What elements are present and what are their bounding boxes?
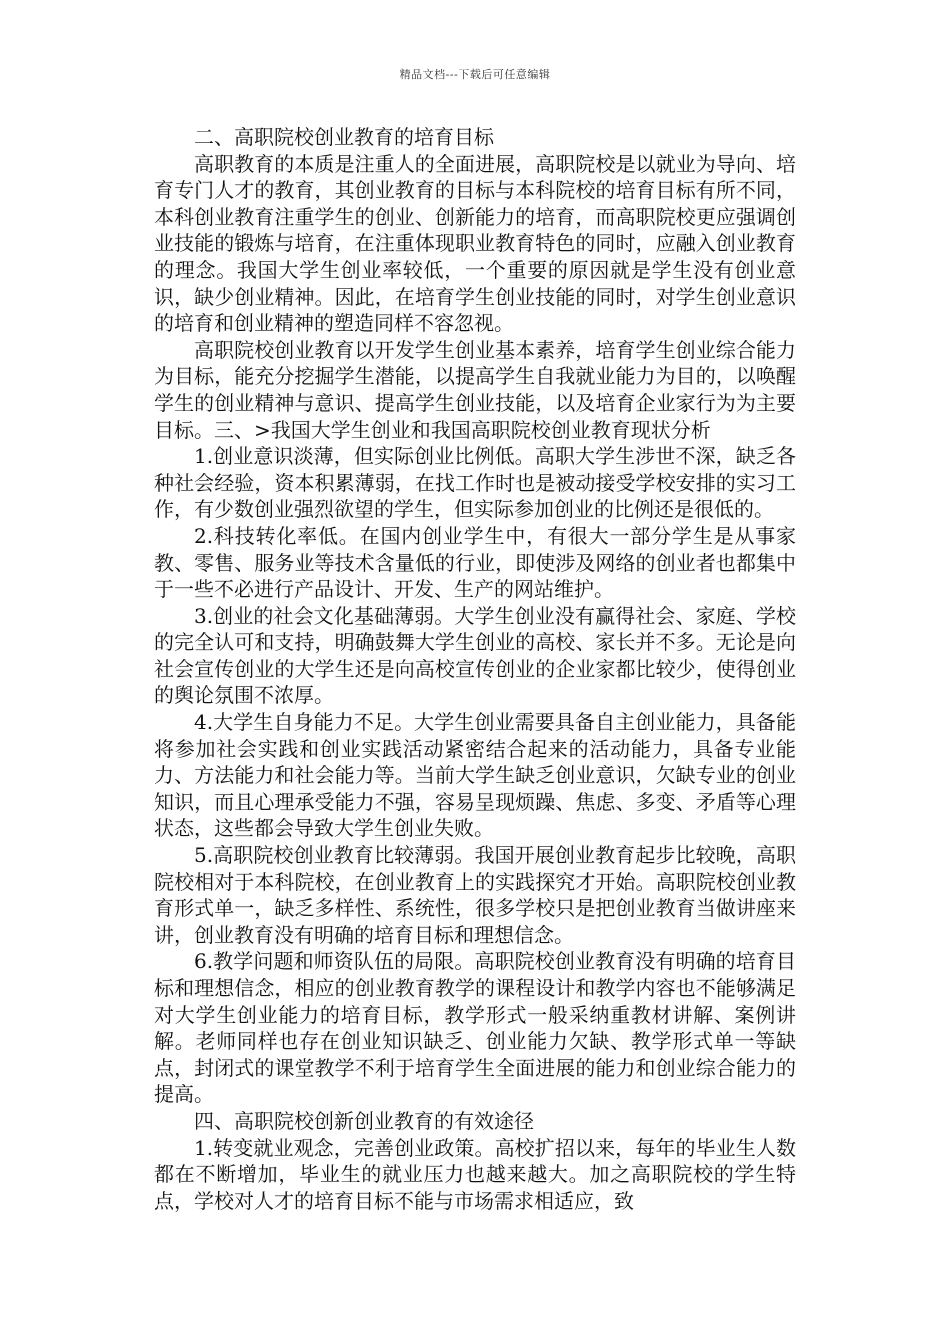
document-body: [154, 124, 796, 1214]
list-item-6: 6.教学问题和师资队伍的局限。高职院校创业教育没有明确的培育目标和理想信念，相应的创业教育教学的课程设计和教学内容也不能够满足对大学生创业能力的培育目标，教学形式一般采纳重教材讲解、案例讲解。老师同样也存在创业知识缺乏、创业能力欠缺、教学形式单一等缺点，封闭式的课堂教学不利于培育学生全面进展的能力和创业综合能力的提高。: [154, 949, 796, 1107]
list-item-4: 4.大学生自身能力不足。大学生创业需要具备自主创业能力，具备能将参加社会实践和创业实践活动紧密结合起来的活动能力，具备专业能力、方法能力和社会能力等。当前大学生缺乏创业意识，欠缺专业的创业知识，而且心理承受能力不强，容易呈现烦躁、焦虑、多变、矛盾等心理状态，这些都会导致大学生创业失败。: [154, 710, 796, 841]
list-item-1: 1.转变就业观念，完善创业政策。高校扩招以来，每年的毕业生人数都在不断增加，毕业生的就业压力也越来越大。加之高职院校的学生特点，学校对人才的培育目标不能与市场需求相适应，致: [154, 1135, 796, 1213]
list-item-2: 2.科技转化率低。在国内创业学生中，有很大一部分学生是从事家教、零售、服务业等技术含量低的行业，即使涉及网络的创业者也都集中于一些不必进行产品设计、开发、生产的网站维护。: [154, 523, 796, 602]
list-item-3: 3.创业的社会文化基础薄弱。大学生创业没有赢得社会、家庭、学校的完全认可和支持，明确鼓舞大学生创业的高校、家长并不多。无论是向社会宣传创业的大学生还是向高校宣传创业的企业家都比较少，使得创业的舆论氛围不浓厚。: [154, 603, 796, 708]
paragraph: 高职院校创业教育以开发学生创业基本素养，培育学生创业综合能力为目标，能充分挖掘学生潜能，以提高学生自我就业能力为目的，以唤醒学生的创业精神与意识、提高学生创业技能，以及培育企业家行为为主要目标。三、>我国大学生创业和我国高职院校创业教育现状分析: [154, 337, 796, 442]
page-header: 精品文档---下载后可任意编辑: [399, 68, 551, 81]
section-heading-4: 四、高职院校创新创业教育的有效途径: [194, 1108, 534, 1133]
paragraph: 高职教育的本质是注重人的全面进展，高职院校是以就业为导向、培育专门人才的教育，其创业教育的目标与本科院校的培育目标有所不同，本科创业教育注重学生的创业、创新能力的培育，而高职院校更应强调创业技能的锻炼与培育，在注重体现职业教育特色的同时，应融入创业教育的理念。我国大学生创业率较低，一个重要的原因就是学生没有创业意识，缺少创业精神。因此，在培育学生创业技能的同时，对学生创业意识的培育和创业精神的塑造同样不容忽视。: [154, 151, 796, 336]
section-heading-2: 二、高职院校创业教育的培育目标: [194, 125, 494, 149]
list-item-5: 5.高职院校创业教育比较薄弱。我国开展创业教育起步比较晚，高职院校相对于本科院校，在创业教育上的实践探究才开始。高职院校创业教育形式单一，缺乏多样性、系统性，很多学校只是把创业教育当做讲座来讲，创业教育没有明确的培育目标和理想信念。: [154, 843, 796, 947]
list-item-1: 1.创业意识淡薄，但实际创业比例低。高职大学生涉世不深，缺乏各种社会经验，资本积累薄弱，在找工作时也是被动接受学校安排的实习工作，有少数创业强烈欲望的学生，但实际参加创业的比例还是很低的。: [154, 444, 796, 522]
